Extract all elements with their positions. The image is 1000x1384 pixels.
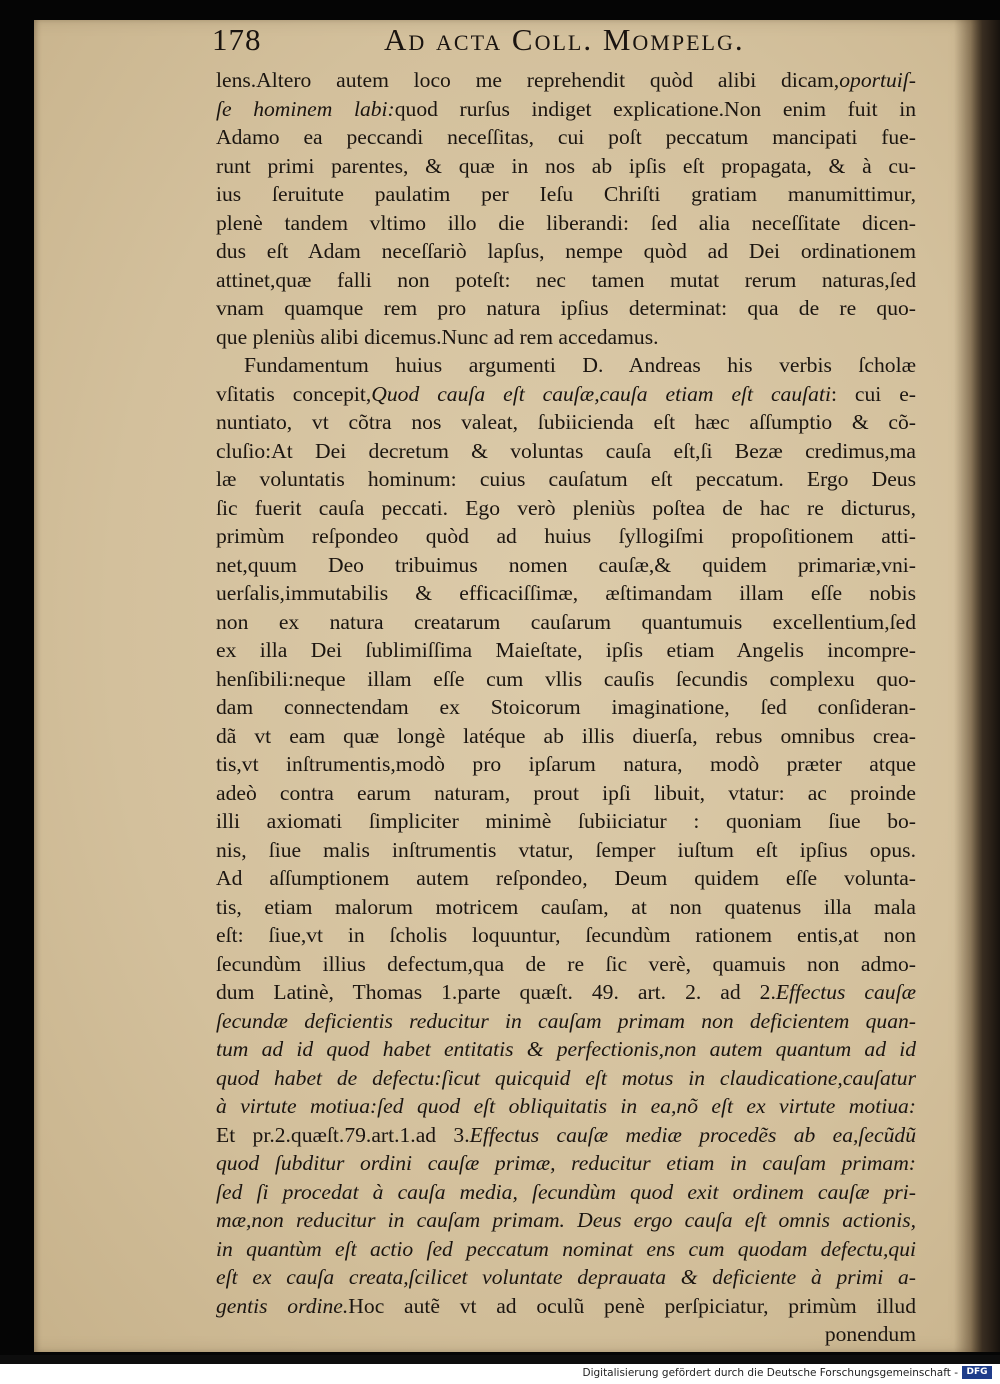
text-line	[216, 1206, 916, 1235]
text-line	[216, 266, 916, 295]
roman-span: ponendum	[824, 1322, 916, 1346]
body-text	[216, 66, 916, 1349]
page-gutter-shadow	[954, 20, 982, 1352]
italic-span: in quantùm eſt actio ſed peccatum nominat ens cum quodam defectu,qui	[216, 1236, 916, 1261]
italic-span: ſecundæ deficientis reducitur in cauſam primam non deficientem quan-	[216, 1008, 916, 1033]
text-line	[216, 380, 916, 409]
italic-span: ſe hominem labi:	[216, 96, 395, 121]
page-number: 178	[212, 22, 262, 57]
text-line	[216, 750, 916, 779]
text-line	[216, 1178, 916, 1207]
roman-span: Hoc autẽ vt ad oculũ penè perſpiciatur, primùm illud	[348, 1293, 916, 1318]
roman-span: cluſio:At Dei decretum & voluntas cauſa eſt,ſi Bezæ credimus,ma	[216, 438, 916, 463]
text-line	[216, 408, 916, 437]
book-edge	[982, 20, 1000, 1352]
roman-span: vſitatis concepit,	[216, 381, 372, 406]
roman-span: : cui e-	[830, 381, 916, 406]
roman-span: nis, ſiue malis inſtrumentis vtatur, ſemper iuſtum eſt ipſius opus.	[216, 837, 916, 862]
roman-span: quod rurſus indiget explicatione.Non enim fuit in	[394, 96, 916, 121]
text-line	[216, 437, 916, 466]
roman-span: non ex natura creatarum cauſarum quantumuis excellentium,ſed	[216, 609, 916, 634]
text-line	[216, 1035, 916, 1064]
text-line	[216, 323, 916, 352]
text-line	[216, 66, 916, 95]
text-line	[216, 522, 916, 551]
roman-span: net,quum Deo tribuimus nomen cauſæ,& quidem primariæ,vni-	[216, 552, 916, 577]
text-line	[216, 779, 916, 808]
italic-span: Quod cauſa eſt cauſæ,cauſa etiam eſt cauſati	[371, 381, 831, 406]
italic-span: gentis ordine.	[216, 1293, 349, 1318]
italic-span: ſed ſi procedat à cauſa media, ſecundùm quod exit ordinem cauſæ pri-	[216, 1179, 916, 1204]
roman-span: Adamo ea peccandi neceſſitas, cui poſt peccatum mancipati fue-	[216, 125, 916, 149]
roman-span: illi axiomati ſimpliciter minimè ſubiiciatur : quoniam ſiue bo-	[216, 809, 916, 833]
text-line	[216, 95, 916, 124]
text-line	[216, 294, 916, 323]
text-line	[216, 665, 916, 694]
roman-span: henſibili:neque illam eſſe cum vllis cauſis ſecundis complexu quo-	[216, 666, 916, 691]
roman-span: primùm reſpondeo quòd ad huius ſyllogiſmi propoſitionem atti-	[216, 524, 916, 548]
roman-span: uerſalis,immutabilis & efficaciſſimæ, æſtimandam illam eſſe nobis	[216, 581, 916, 605]
roman-span: que pleniùs alibi dicemus.Nunc ad rem accedamus.	[216, 324, 659, 349]
footer-credit: Digitalisierung gefördert durch die Deutsche Forschungsgemeinschaft -	[582, 1367, 958, 1379]
text-line	[216, 209, 916, 238]
italic-span: Effectus cauſæ mediæ procedẽs ab ea,ſecũdũ	[469, 1122, 916, 1147]
text-line	[216, 237, 916, 266]
italic-span: Effectus cauſæ	[775, 980, 916, 1004]
text-line	[216, 864, 916, 893]
text-line	[216, 921, 916, 950]
roman-span: nuntiato, vt cõtra nos valeat, ſubiicienda eſt hæc aſſumptio & cõ-	[216, 410, 916, 434]
roman-span: attinet,quæ falli non poteſt: nec tamen mutat rerum naturas,ſed	[216, 267, 916, 292]
text-line	[216, 722, 916, 751]
page-header	[212, 22, 912, 62]
roman-span: Ad aſſumptionem autem reſpondeo, Deum quidem eſſe volunta-	[216, 866, 916, 890]
italic-span: quod ſubditur ordini cauſæ primæ, reducitur etiam in cauſam primam:	[216, 1151, 916, 1175]
roman-span: plenè tandem vltimo illo die liberandi: ſed alia neceſſitate dicen-	[216, 210, 916, 235]
text-line	[216, 551, 916, 580]
italic-span: à virtute motiua:ſed quod eſt obliquitatis in ea,nõ eſt ex virtute motiua:	[216, 1094, 916, 1118]
text-line	[216, 579, 916, 608]
text-line	[216, 152, 916, 181]
roman-span: eſt: ſiue,vt in ſcholis loquuntur, ſecundùm rationem entis,at non	[216, 923, 916, 947]
text-line	[216, 465, 916, 494]
roman-span: læ voluntatis hominum: cuius cauſatum eſt peccatum. Ergo Deus	[216, 467, 916, 491]
roman-span: tis,vt inſtrumentis,modò pro ipſarum natura, modò præter atque	[216, 752, 916, 776]
italic-span: tum ad id quod habet entitatis & perfectionis,non autem quantum ad id	[216, 1037, 916, 1061]
text-line	[216, 351, 916, 380]
text-line	[216, 608, 916, 637]
text-line	[216, 693, 916, 722]
dfg-logo: DFG	[962, 1366, 992, 1379]
roman-span: adeò contra earum naturam, prout ipſi libuit, vtatur: ac proinde	[216, 780, 916, 805]
text-line	[216, 1064, 916, 1093]
text-line	[216, 494, 916, 523]
text-line	[216, 1235, 916, 1264]
text-line	[216, 1121, 916, 1150]
roman-span: runt primi parentes, & quæ in nos ab ipſis eſt propagata, & à cu-	[216, 153, 916, 178]
roman-span: ſic fuerit cauſa peccati. Ego verò pleniùs poſtea de hac re dicturus,	[216, 495, 916, 520]
roman-span: ex illa Dei ſublimiſſima Maieſtate, ipſis etiam Angelis incompre-	[216, 638, 916, 662]
roman-span: tis, etiam malorum motricem cauſam, at non quatenus illa mala	[216, 894, 916, 919]
text-line	[216, 1149, 916, 1178]
roman-span: dus eſt Adam neceſſariò lapſus, nempe quòd ad Dei ordinationem	[216, 239, 916, 263]
text-line	[216, 950, 916, 979]
roman-span: lens.Altero autem loco me reprehendit quòd alibi dicam,	[216, 68, 840, 92]
text-line	[216, 978, 916, 1007]
roman-span: vnam quamque rem pro natura ipſius determinat: qua de re quo-	[216, 296, 916, 320]
roman-span: dum Latinè, Thomas 1.parte quæſt. 49. art. 2. ad 2.	[216, 980, 776, 1004]
text-line	[216, 1007, 916, 1036]
text-line	[216, 180, 916, 209]
text-line	[216, 1263, 916, 1292]
roman-span: Fundamentum huius argumenti D. Andreas his verbis ſcholæ	[244, 353, 916, 377]
text-line	[216, 893, 916, 922]
running-head: Ad acta Coll. Mompelg.	[384, 22, 745, 57]
roman-span: ſecundùm illius defectum,qua de re ſic verè, quamuis non admo-	[216, 951, 916, 976]
text-line	[216, 807, 916, 836]
italic-span: mæ,non reducitur in cauſam primam. Deus ergo cauſa eſt omnis actionis,	[216, 1208, 916, 1232]
text-line	[216, 636, 916, 665]
italic-span: quod habet de defectu:ſicut quicquid eſt motus in claudicatione,cauſatur	[216, 1065, 916, 1090]
roman-span: dam connectendam ex Stoicorum imaginatione, ſed conſideran-	[216, 695, 916, 719]
text-line	[216, 1092, 916, 1121]
roman-span: dã vt eam quæ longè latéque ab illis diuerſa, rebus omnibus crea-	[216, 723, 916, 748]
roman-span: Et pr.2.quæſt.79.art.1.ad 3.	[216, 1122, 470, 1147]
text-line	[216, 836, 916, 865]
italic-span: oportuiſ-	[839, 68, 916, 92]
text-line	[216, 1292, 916, 1321]
text-line	[216, 123, 916, 152]
italic-span: eſt ex cauſa creata,ſcilicet voluntate deprauata & deficiente à primi a-	[216, 1265, 916, 1289]
text-line	[216, 1320, 916, 1349]
roman-span: ius ſeruitute paulatim per Ieſu Chriſti gratiam manumittimur,	[216, 182, 916, 206]
